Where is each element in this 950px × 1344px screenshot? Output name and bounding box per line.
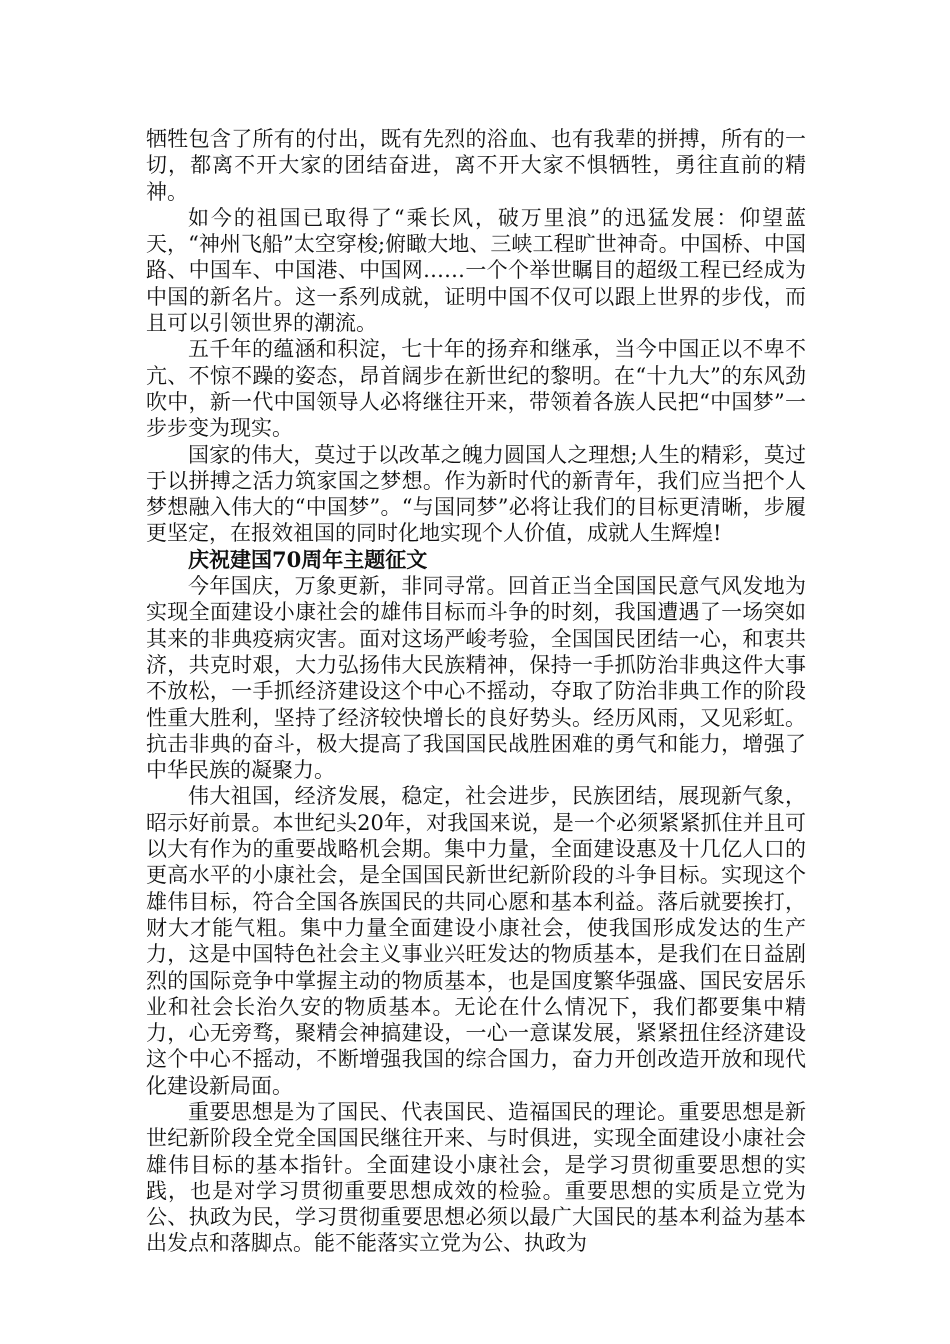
paragraph: 国家的伟大，莫过于以改革之魄力圆国人之理想;人生的精彩，莫过于以拼搏之活力筑家国之梦想。作为新时代的新青年，我们应当把个人梦想融入伟大的“中国梦”。“与国同梦”必将让我们的目标更清晰，步履更坚定，在报效祖国的同时化地实现个人价值，成就人生辉煌! — [146, 442, 806, 546]
paragraph: 如今的祖国已取得了“乘长风，破万里浪”的迅猛发展：仰望蓝天，“神州飞船”太空穿梭;俯瞰大地、三峡工程旷世神奇。中国桥、中国路、中国车、中国港、中国网……一个个举世瞩目的超级工程已经成为中国的新名片。这一系列成就，证明中国不仅可以跟上世界的步伐，而且可以引领世界的潮流。 — [146, 205, 806, 336]
document-page — [146, 126, 806, 1257]
paragraph-continuation: 牺牲包含了所有的付出，既有先烈的浴血、也有我辈的拼搏，所有的一切，都离不开大家的团结奋进，离不开大家不惧牺牲，勇往直前的精神。 — [146, 127, 806, 204]
paragraph: 五千年的蕴涵和积淀，七十年的扬弃和继承，当今中国正以不卑不亢、不惊不躁的姿态，昂首阔步在新世纪的黎明。在“十九大”的东风劲吹中，新一代中国领导人必将继往开来，带领着各族人民把“中国梦”一步步变为现实。 — [146, 337, 806, 441]
section-heading: 庆祝建国70周年主题征文 — [188, 546, 428, 572]
paragraph: 今年国庆，万象更新，非同寻常。回首正当全国国民意气风发地为实现全面建设小康社会的雄伟目标而斗争的时刻，我国遭遇了一场突如其来的非典疫病灾害。面对这场严峻考验，全国国民团结一心，和衷共济，共克时艰，大力弘扬伟大民族精神，保持一手抓防治非典这件大事不放松，一手抓经济建设这个中心不摇动，夺取了防治非典工作的阶段性重大胜利，坚持了经济较快增长的良好势头。经历风雨，又见彩虹。抗击非典的奋斗，极大提高了我国国民战胜困难的勇气和能力，增强了中华民族的凝聚力。 — [146, 574, 806, 783]
paragraph: 重要思想是为了国民、代表国民、造福国民的理论。重要思想是新世纪新阶段全党全国国民继往开来、与时俱进，实现全面建设小康社会雄伟目标的基本指针。全面建设小康社会，是学习贯彻重要思想的实践，也是对学习贯彻重要思想成效的检验。重要思想的实质是立党为公、执政为民，学习贯彻重要思想必须以最广大国民的基本利益为基本出发点和落脚点。能不能落实立党为公、执政为 — [146, 1099, 806, 1256]
paragraph: 伟大祖国，经济发展，稳定，社会进步，民族团结，展现新气象，昭示好前景。本世纪头20年，对我国来说，是一个必须紧紧抓住并且可以大有作为的重要战略机会期。集中力量，全面建设惠及十几亿人口的更高水平的小康社会，是全国国民新世纪新阶段的斗争目标。实现这个雄伟目标，符合全国各族国民的共同心愿和基本利益。落后就要挨打，财大才能气粗。集中力量全面建设小康社会，使我国形成发达的生产力，这是中国特色社会主义事业兴旺发达的物质基本，是我们在日益剧烈的国际竞争中掌握主动的物质基本，也是国度繁华强盛、国民安居乐业和社会长治久安的物质基本。无论在什么情况下，我们都要集中精力，心无旁骛，聚精会神搞建设，一心一意谋发展，紧紧扭住经济建设这个中心不摇动，不断增强我国的综合国力，奋力开创改造开放和现代化建设新局面。 — [146, 784, 806, 1098]
